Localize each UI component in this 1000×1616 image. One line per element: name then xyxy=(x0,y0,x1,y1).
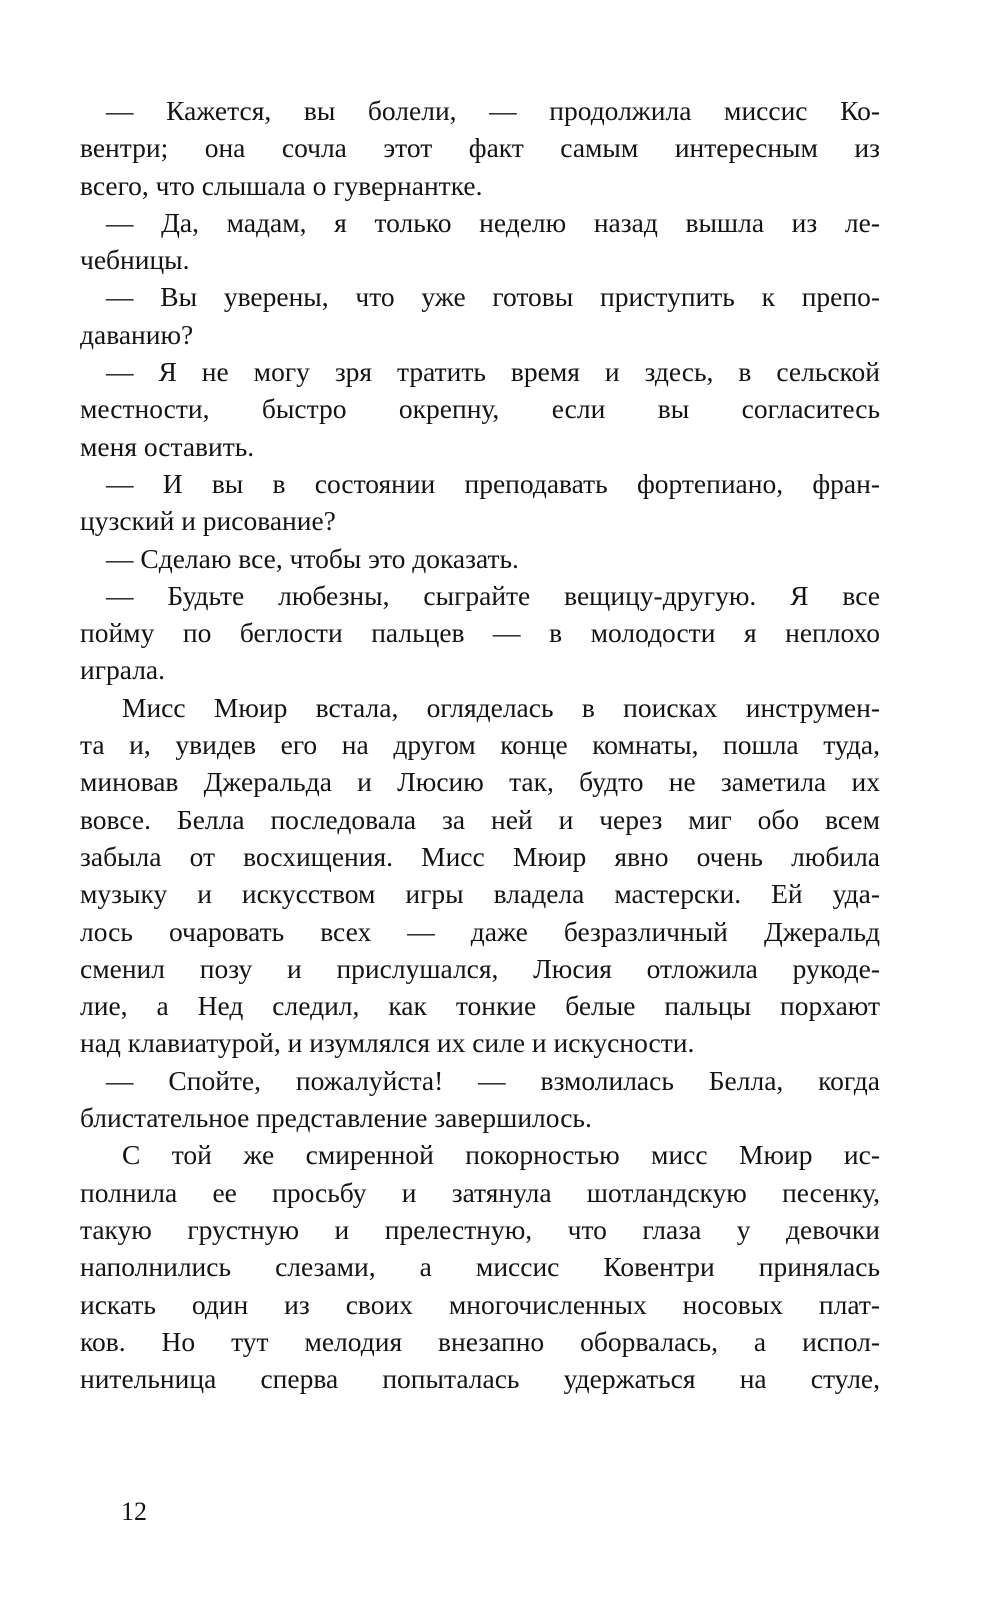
text-line: меня оставить. xyxy=(80,430,255,462)
text-line: полнила ее просьбу и затянула шотландскую песенку, xyxy=(80,1176,880,1208)
text-line: миновав Джеральда и Люсию так, будто не заметила их xyxy=(80,766,880,798)
text-line: — Спойте, пожалуйста! — взмолилась Белла, когда xyxy=(106,1064,880,1096)
text-line: — И вы в состоянии преподавать фортепиано, фран- xyxy=(106,467,880,499)
text-line: пойму по беглости пальцев — в молодости я неплохо xyxy=(80,617,880,649)
text-line: та и, увидев его на другом конце комнаты, пошла туда, xyxy=(80,729,880,761)
text-line: — Вы уверены, что уже готовы приступить к препо- xyxy=(106,281,880,313)
text-line: нительница сперва попыталась удержаться на стуле, xyxy=(80,1363,880,1395)
text-line: — Да, мадам, я только неделю назад вышла из ле- xyxy=(106,206,880,238)
text-line: — Будьте любезны, сыграйте вещицу-другую. Я все xyxy=(106,579,880,611)
text-line: забыла от восхищения. Мисс Мюир явно очень любила xyxy=(80,840,880,872)
text-line: лось очаровать всех — даже безразличный Джеральд xyxy=(80,915,880,947)
page-text xyxy=(80,92,880,1397)
text-line: Мисс Мюир встала, огляделась в поисках инструмен- xyxy=(122,691,880,723)
text-line: вентри; она сочла этот факт самым интересным из xyxy=(80,132,880,164)
text-line: искать один из своих многочисленных носовых плат- xyxy=(80,1288,880,1320)
text-line: ков. Но тут мелодия внезапно оборвалась, а испол- xyxy=(80,1325,880,1357)
text-line: вовсе. Белла последовала за ней и через миг обо всем xyxy=(80,803,880,835)
text-line: — Я не могу зря тратить время и здесь, в сельской xyxy=(106,356,880,388)
text-line: чебницы. xyxy=(80,244,190,276)
text-line: — Кажется, вы болели, — продолжила миссис Ко- xyxy=(106,95,880,126)
text-line: над клавиатурой, и изумлялся их силе и искусности. xyxy=(80,1027,695,1059)
text-line: местности, быстро окрепну, если вы согласитесь xyxy=(80,393,880,425)
text-line: блистательное представление завершилось. xyxy=(80,1102,592,1134)
text-line: цузский и рисование? xyxy=(80,505,336,537)
text-line: играла. xyxy=(80,654,165,686)
text-line: лие, а Нед следил, как тонкие белые пальцы порхают xyxy=(80,990,880,1022)
text-line: С той же смиренной покорностью мисс Мюир ис- xyxy=(122,1139,880,1171)
text-line: наполнились слезами, а миссис Ковентри принялась xyxy=(80,1251,880,1283)
text-line: даванию? xyxy=(80,318,194,350)
text-line: всего, что слышала о гувернантке. xyxy=(80,169,483,201)
page-number: 12 xyxy=(121,1497,147,1526)
text-line: такую грустную и прелестную, что глаза у девочки xyxy=(80,1213,880,1245)
text-line: музыку и искусством игры владела мастерски. Ей уда- xyxy=(80,878,880,910)
text-line: сменил позу и прислушался, Люсия отложила рукоде- xyxy=(80,952,880,984)
text-line: — Сделаю все, чтобы это доказать. xyxy=(106,542,519,574)
